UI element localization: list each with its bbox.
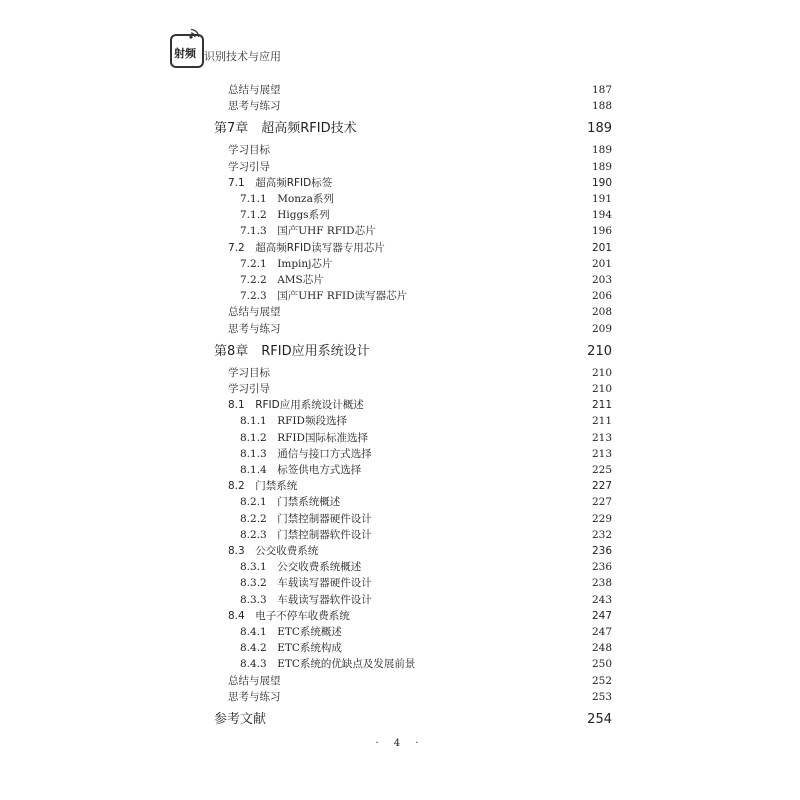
logo-text: 射频 [174, 47, 196, 60]
toc-entry-title: 第7章 超高频RFID技术 [214, 121, 357, 137]
toc-entry-section [0, 240, 800, 256]
toc-entry-title: 7.2.3 国产UHF RFID读写器芯片 [240, 290, 408, 303]
toc-entry-sub [0, 640, 800, 656]
toc-entry-title: 8.1 RFID应用系统设计概述 [228, 399, 364, 412]
toc-entry-title: 第8章 RFID应用系统设计 [214, 343, 370, 359]
toc-entry-title: 8.4.2 ETC系统构成 [240, 642, 342, 655]
toc-entry-title: 8.4 电子不停车收费系统 [228, 609, 350, 622]
toc-entry-page: 194 [591, 209, 612, 222]
toc-entry-title: 7.1 超高频RFID标签 [228, 176, 333, 189]
toc-entry-sub [0, 511, 800, 527]
toc-entry-title: 8.4.3 ETC系统的优缺点及发展前景 [240, 658, 416, 671]
toc-entry-section [0, 608, 800, 624]
toc-entry-title: 学习引导 [228, 383, 270, 395]
toc-entry-item [0, 689, 800, 705]
toc-entry-title: 8.2 门禁系统 [228, 480, 298, 493]
toc-entry-page: 252 [591, 674, 612, 687]
toc-entry-page: 250 [591, 658, 612, 671]
toc-entry-sub [0, 527, 800, 543]
toc-entry-page: 189 [591, 160, 612, 173]
toc-entry-item [0, 159, 800, 175]
toc-entry-title: 8.3 公交收费系统 [228, 545, 319, 557]
toc-entry-item [0, 304, 800, 320]
toc-entry-item [0, 673, 800, 689]
toc-entry-title: 参考文献 [214, 712, 267, 727]
toc-entry-page: 211 [591, 399, 612, 412]
toc-entry-title: 8.3.1 公交收费系统概述 [240, 561, 362, 574]
toc-entry-item [0, 98, 800, 114]
toc-entry-sub [0, 624, 800, 640]
toc-entry-page: 248 [591, 642, 612, 655]
toc-entry-title: 总结与展望 [228, 306, 281, 319]
toc-entry-section [0, 175, 800, 191]
toc-entry-section [0, 543, 800, 559]
toc-entry-title: 思考与练习 [228, 690, 281, 703]
toc-entry-chapter [0, 711, 800, 727]
toc-entry-sub [0, 272, 800, 288]
toc-entry-title: 8.2.3 门禁控制器软件设计 [240, 528, 372, 541]
toc-entry-item [0, 82, 800, 98]
toc-entry-title: 8.1.2 RFID国际标准选择 [240, 431, 368, 444]
toc-entry-title: 8.2.2 门禁控制器硬件设计 [240, 512, 372, 525]
toc-entry-title: 学习引导 [228, 160, 270, 173]
toc-entry-sub [0, 256, 800, 272]
toc-entry-page: 227 [591, 480, 612, 493]
toc-entry-page: 201 [591, 241, 612, 254]
page-number: · 4 · [375, 738, 425, 749]
toc-entry-page: 210 [591, 366, 612, 379]
toc-entry-title: 总结与展望 [228, 674, 281, 687]
toc-entry-title: 思考与练习 [228, 100, 281, 113]
toc-entry-page: 211 [591, 415, 612, 428]
toc-entry-item [0, 365, 800, 381]
toc-entry-page: 236 [591, 545, 612, 557]
toc-entry-title: 8.1.1 RFID频段选择 [240, 415, 347, 428]
toc-entry-title: 8.3.3 车载读写器软件设计 [240, 593, 372, 606]
toc-entry-page: 187 [591, 84, 612, 96]
toc-entry-sub [0, 430, 800, 446]
toc-entry-page: 254 [587, 712, 612, 727]
toc-entry-title: 7.2.1 Impinj芯片 [240, 257, 333, 270]
toc-entry-item [0, 142, 800, 158]
toc-entry-page: 196 [591, 225, 612, 238]
toc-entry-sub [0, 191, 800, 207]
toc-entry-item [0, 321, 800, 337]
toc-entry-sub [0, 413, 800, 429]
toc-entry-title: 8.4.1 ETC系统概述 [240, 626, 342, 638]
toc-entry-page: 203 [591, 274, 612, 286]
toc-entry-page: 229 [591, 512, 612, 525]
toc-entry-sub [0, 559, 800, 575]
toc-entry-chapter [0, 120, 800, 136]
toc-entry-section [0, 478, 800, 494]
toc-entry-title: 学习目标 [228, 144, 270, 157]
toc-entry-title: 8.1.4 标签供电方式选择 [240, 464, 362, 476]
toc-entry-title: 7.2 超高频RFID读写器专用芯片 [228, 241, 385, 254]
toc-entry-title: 思考与练习 [228, 322, 281, 335]
toc-entry-sub [0, 575, 800, 591]
toc-entry-page: 236 [591, 561, 612, 574]
toc-entry-sub [0, 494, 800, 510]
toc-entry-page: 189 [587, 121, 612, 137]
toc-entry-page: 247 [591, 609, 612, 622]
toc-entry-title: 7.1.1 Monza系列 [240, 193, 334, 205]
toc-entry-page: 209 [591, 322, 612, 335]
toc-entry-sub [0, 446, 800, 462]
toc-entry-page: 188 [591, 100, 612, 113]
toc-entry-title: 学习目标 [228, 366, 270, 379]
toc-entry-title: 8.1.3 通信与接口方式选择 [240, 447, 372, 460]
toc-entry-sub [0, 462, 800, 478]
toc-entry-page: 189 [591, 144, 612, 157]
toc-entry-page: 213 [591, 447, 612, 460]
toc-entry-title: 总结与展望 [228, 84, 281, 96]
toc-entry-title: 7.1.2 Higgs系列 [240, 209, 330, 222]
toc-entry-chapter [0, 343, 800, 359]
toc-entry-page: 206 [591, 290, 612, 303]
toc-entry-page: 210 [587, 343, 612, 359]
toc-entry-page: 201 [591, 257, 612, 270]
toc-entry-section [0, 397, 800, 413]
toc-entry-sub [0, 288, 800, 304]
toc-entry-sub [0, 207, 800, 223]
toc-entry-page: 208 [591, 306, 612, 319]
toc-entry-page: 191 [591, 193, 612, 205]
toc-entry-page: 238 [591, 577, 612, 590]
toc-entry-title: 8.2.1 门禁系统概述 [240, 496, 341, 509]
toc-entry-sub [0, 223, 800, 239]
toc-entry-title: 8.3.2 车载读写器硬件设计 [240, 577, 372, 590]
toc-entry-item [0, 381, 800, 397]
toc-entry-page: 247 [591, 626, 612, 638]
toc-entry-sub [0, 592, 800, 608]
toc-entry-page: 213 [591, 431, 612, 444]
toc-entry-page: 225 [591, 464, 612, 476]
toc-entry-page: 232 [591, 528, 612, 541]
toc-entry-title: 7.2.2 AMS芯片 [240, 274, 324, 286]
header-title: 识别技术与应用 [204, 50, 281, 63]
toc-entry-page: 243 [591, 593, 612, 606]
toc-entry-page: 190 [591, 176, 612, 189]
toc-entry-title: 7.1.3 国产UHF RFID芯片 [240, 225, 376, 238]
toc-entry-page: 253 [591, 690, 612, 703]
toc-entry-page: 210 [591, 383, 612, 395]
toc-entry-sub [0, 656, 800, 672]
toc-entry-page: 227 [591, 496, 612, 509]
